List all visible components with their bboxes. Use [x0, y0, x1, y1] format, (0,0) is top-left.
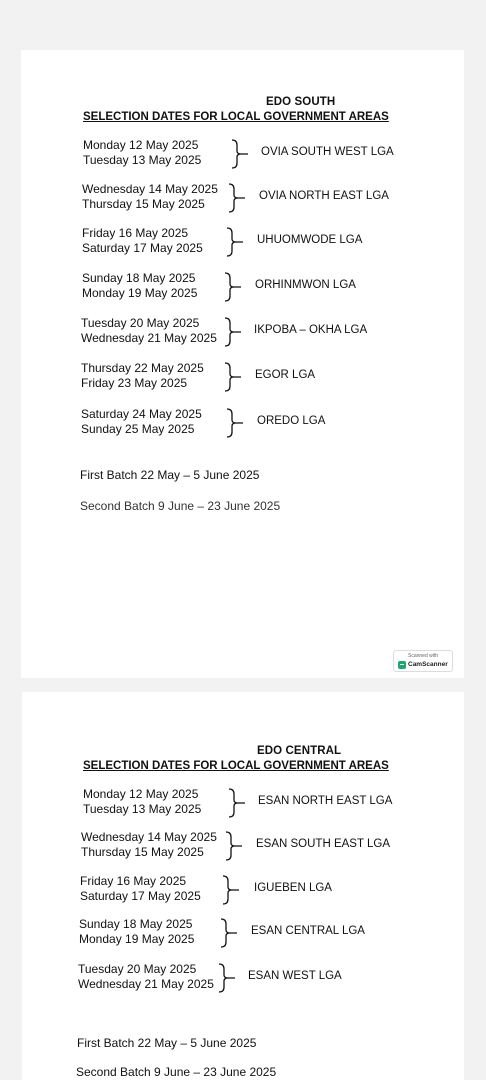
schedule-row — [81, 316, 464, 350]
date-pair — [80, 874, 201, 904]
second-date: Saturday 17 May 2025 — [82, 241, 203, 255]
schedule-row — [81, 830, 464, 864]
lga-name: ESAN CENTRAL LGA — [251, 925, 365, 937]
first-date: Wednesday 14 May 2025 — [81, 830, 217, 844]
lga-name: ORHINMWON LGA — [255, 279, 356, 291]
first-date: Tuesday 20 May 2025 — [78, 962, 197, 976]
second-batch-text: Second Batch 9 June – 23 June 2025 — [80, 499, 281, 513]
curly-brace-icon — [213, 963, 237, 993]
scanned-page-edo-south — [21, 50, 464, 678]
lga-name: OREDO LGA — [257, 415, 326, 427]
first-date: Tuesday 20 May 2025 — [81, 316, 200, 330]
schedule-row — [81, 361, 464, 395]
date-pair — [81, 407, 202, 437]
camscanner-watermark — [393, 650, 453, 672]
region-title: EDO SOUTH — [266, 96, 336, 108]
curly-brace-icon — [215, 918, 239, 948]
schedule-row — [83, 138, 464, 172]
lga-name: IGUEBEN LGA — [254, 882, 332, 894]
page-subtitle: SELECTION DATES FOR LOCAL GOVERNMENT AREAS — [83, 111, 389, 123]
first-date: Wednesday 14 May 2025 — [82, 182, 218, 196]
first-date: Sunday 18 May 2025 — [79, 917, 193, 931]
first-date: Saturday 24 May 2025 — [81, 407, 202, 421]
curly-brace-icon — [219, 317, 243, 347]
second-date: Friday 23 May 2025 — [81, 376, 188, 390]
schedule-row — [82, 271, 464, 305]
curly-brace-icon — [220, 831, 244, 861]
first-date: Monday 12 May 2025 — [83, 138, 199, 152]
date-pair — [82, 226, 203, 256]
first-date: Monday 12 May 2025 — [83, 787, 199, 801]
camscanner-name: CamScanner — [408, 661, 448, 668]
date-pair — [83, 138, 201, 168]
lga-name: EGOR LGA — [255, 369, 316, 381]
second-date: Wednesday 21 May 2025 — [81, 331, 217, 345]
page-subtitle: SELECTION DATES FOR LOCAL GOVERNMENT AREAS — [83, 760, 389, 772]
first-batch-text: First Batch 22 May – 5 June 2025 — [77, 1036, 257, 1050]
second-date: Monday 19 May 2025 — [82, 286, 198, 300]
second-date: Tuesday 13 May 2025 — [83, 802, 202, 816]
first-date: Friday 16 May 2025 — [80, 874, 187, 888]
first-date: Sunday 18 May 2025 — [82, 271, 196, 285]
curly-brace-icon — [221, 408, 245, 438]
region-title: EDO CENTRAL — [257, 745, 342, 757]
lga-name: ESAN SOUTH EAST LGA — [256, 838, 390, 850]
lga-name: UHUOMWODE LGA — [257, 234, 363, 246]
second-date: Thursday 15 May 2025 — [82, 197, 205, 211]
schedule-row — [83, 787, 464, 821]
schedule-row — [78, 962, 464, 996]
curly-brace-icon — [226, 139, 250, 169]
date-pair — [81, 361, 204, 391]
schedule-row — [79, 917, 464, 951]
date-pair — [82, 271, 197, 301]
schedule-row — [82, 226, 464, 260]
lga-name: OVIA NORTH EAST LGA — [259, 190, 389, 202]
schedule-row — [81, 407, 464, 441]
first-date: Friday 16 May 2025 — [82, 226, 189, 240]
date-pair — [81, 830, 217, 860]
curly-brace-icon — [223, 788, 247, 818]
second-batch-text: Second Batch 9 June – 23 June 2025 — [76, 1065, 277, 1079]
second-date: Sunday 25 May 2025 — [81, 422, 195, 436]
lga-name: OVIA SOUTH WEST LGA — [261, 146, 394, 158]
curly-brace-icon — [223, 183, 247, 213]
date-pair — [83, 787, 201, 817]
scanned-page-edo-central — [22, 692, 464, 1080]
second-date: Monday 19 May 2025 — [79, 932, 195, 946]
second-date: Tuesday 13 May 2025 — [83, 153, 202, 167]
curly-brace-icon — [219, 272, 243, 302]
schedule-row — [80, 874, 464, 908]
lga-name: ESAN WEST LGA — [248, 970, 342, 982]
curly-brace-icon — [219, 362, 243, 392]
scanned-with-label: Scanned with — [407, 653, 439, 659]
date-pair — [82, 182, 218, 212]
date-pair — [79, 917, 194, 947]
first-date: Thursday 22 May 2025 — [81, 361, 204, 375]
date-pair — [78, 962, 214, 992]
curly-brace-icon — [217, 875, 241, 905]
second-date: Saturday 17 May 2025 — [80, 889, 201, 903]
first-batch-text: First Batch 22 May – 5 June 2025 — [80, 468, 260, 482]
lga-name: IKPOBA – OKHA LGA — [254, 324, 368, 336]
second-date: Wednesday 21 May 2025 — [78, 977, 214, 991]
date-pair — [81, 316, 217, 346]
lga-name: ESAN NORTH EAST LGA — [258, 795, 393, 807]
curly-brace-icon — [221, 227, 245, 257]
camscanner-logo-icon — [398, 661, 406, 669]
schedule-row — [82, 182, 464, 216]
second-date: Thursday 15 May 2025 — [81, 845, 204, 859]
